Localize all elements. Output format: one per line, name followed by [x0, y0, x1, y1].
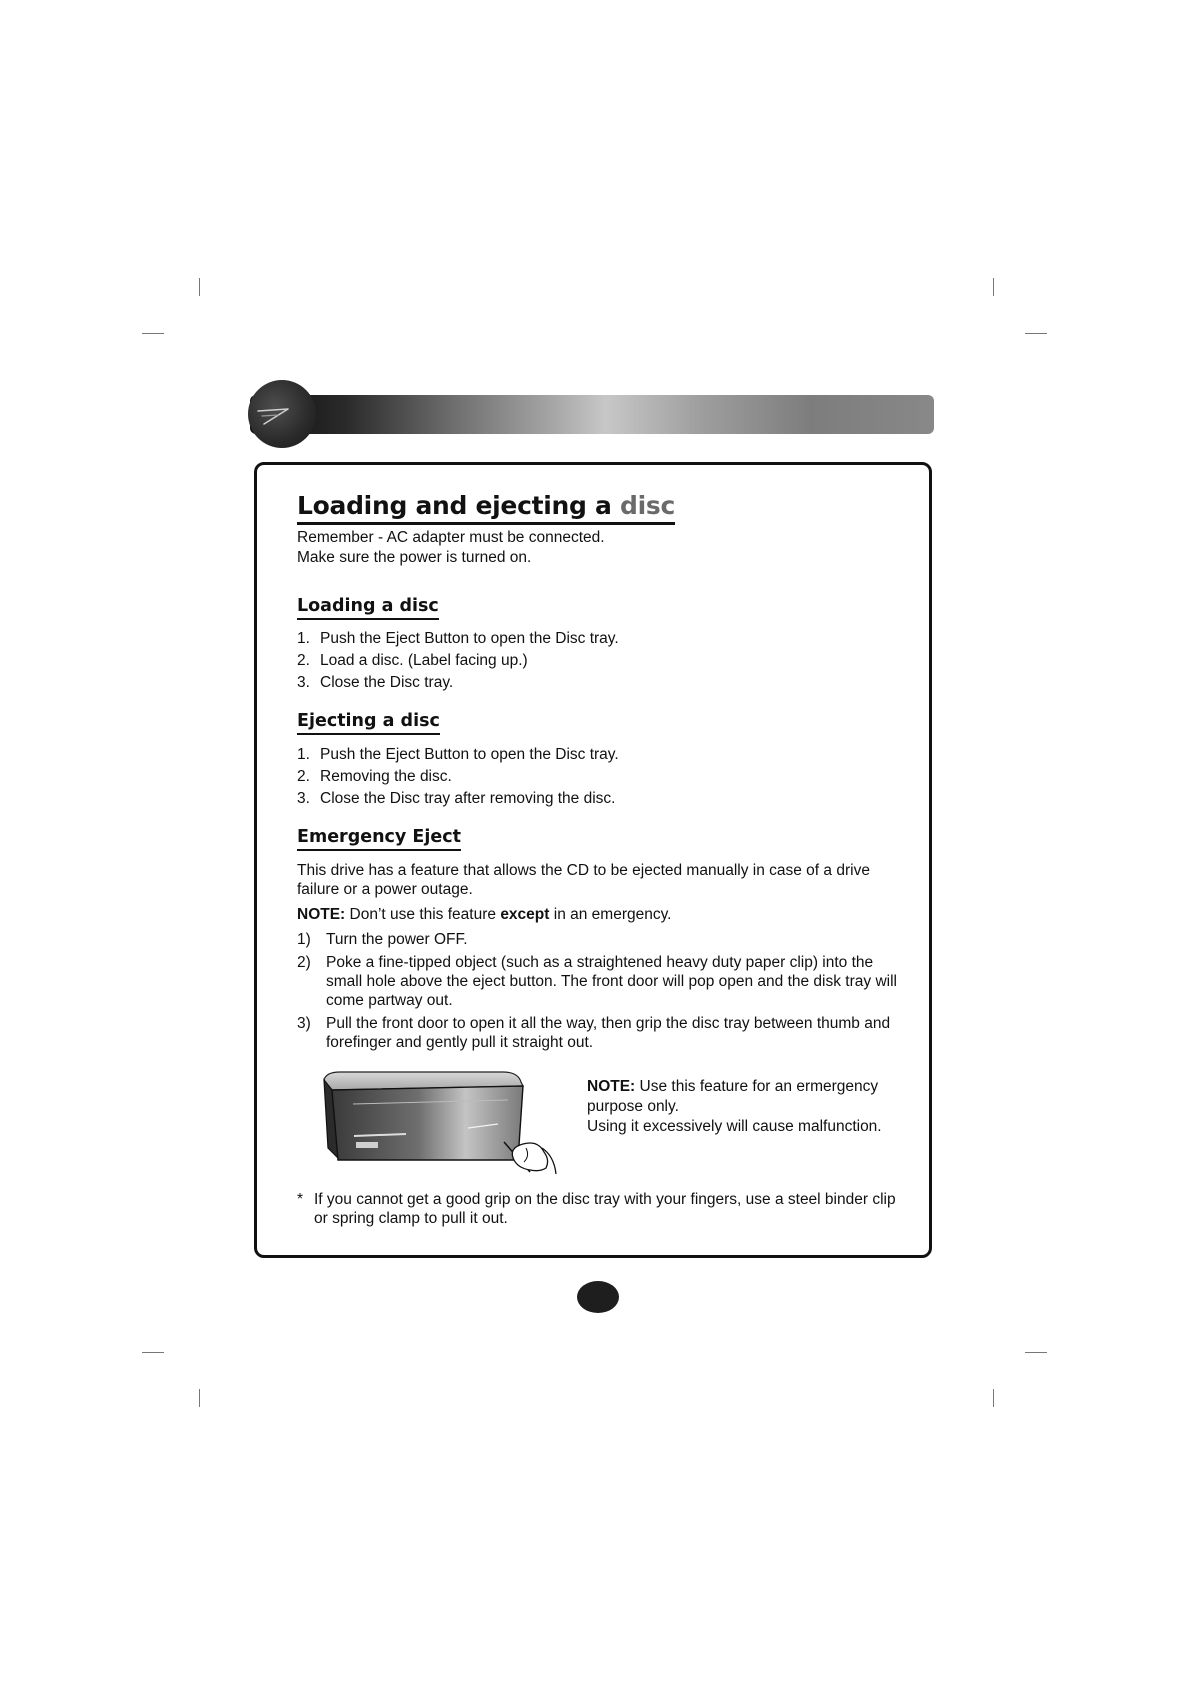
- page-number-badge-icon: [577, 1281, 619, 1313]
- crop-mark-top-right-horizontal: [1025, 333, 1047, 334]
- crop-mark-bottom-right-vertical: [993, 1389, 994, 1407]
- side-note: [587, 1077, 907, 1137]
- loading-steps-list: [297, 628, 619, 694]
- crop-mark-top-left-horizontal: [142, 333, 164, 334]
- side-note-line: Using it excessively will cause malfunction.: [587, 1118, 882, 1135]
- crop-mark-top-right-vertical: [993, 278, 994, 296]
- list-item: 2) Poke a fine-tipped object (such as a straightened heavy duty paper clip) into the small hole above the eject button. The front door will pop open and the disk tray will come partway out.: [297, 954, 897, 1009]
- header-emblem-icon: [248, 380, 316, 448]
- crop-mark-top-left-vertical: [199, 278, 200, 296]
- section-title-loading: Loading a disc: [297, 596, 439, 620]
- intro-line: Make sure the power is turned on.: [297, 549, 532, 566]
- list-item: 3. Close the Disc tray after removing the disc.: [297, 790, 616, 807]
- external-drive-icon: [318, 1068, 568, 1178]
- section-header-bar: [250, 395, 934, 434]
- emergency-intro: This drive has a feature that allows the CD to be ejected manually in case of a drive failure or a power outage.: [297, 862, 870, 898]
- crop-mark-bottom-left-horizontal: [142, 1352, 164, 1353]
- list-item: 2. Removing the disc.: [297, 768, 452, 785]
- emergency-steps-list: [297, 930, 907, 1052]
- crop-mark-bottom-left-vertical: [199, 1389, 200, 1407]
- ejecting-steps-list: [297, 744, 619, 810]
- section-title-emergency: Emergency Eject: [297, 827, 461, 851]
- page-title: Loading and ejecting a disc: [297, 492, 675, 525]
- emergency-note: NOTE: Don’t use this feature except in an emergency.: [297, 906, 672, 923]
- list-item: 2. Load a disc. (Label facing up.): [297, 652, 528, 669]
- list-item: 1. Push the Eject Button to open the Disc tray.: [297, 746, 619, 763]
- list-item: 1. Push the Eject Button to open the Disc tray.: [297, 630, 619, 647]
- intro-line: Remember - AC adapter must be connected.: [297, 529, 605, 546]
- intro-text: [297, 528, 605, 568]
- list-item: 3. Close the Disc tray.: [297, 674, 454, 691]
- list-item: 3) Pull the front door to open it all the way, then grip the disc tray between thumb and forefinger and gently pull it straight out.: [297, 1015, 891, 1051]
- side-note-line: NOTE: Use this feature for an ermergency purpose only.: [587, 1078, 879, 1115]
- crop-mark-bottom-right-horizontal: [1025, 1352, 1047, 1353]
- footnote: * If you cannot get a good grip on the disc tray with your fingers, use a steel binder clip or spring clamp to pull it out.: [297, 1191, 896, 1227]
- list-item: 1) Turn the power OFF.: [297, 931, 468, 948]
- section-title-ejecting: Ejecting a disc: [297, 711, 440, 735]
